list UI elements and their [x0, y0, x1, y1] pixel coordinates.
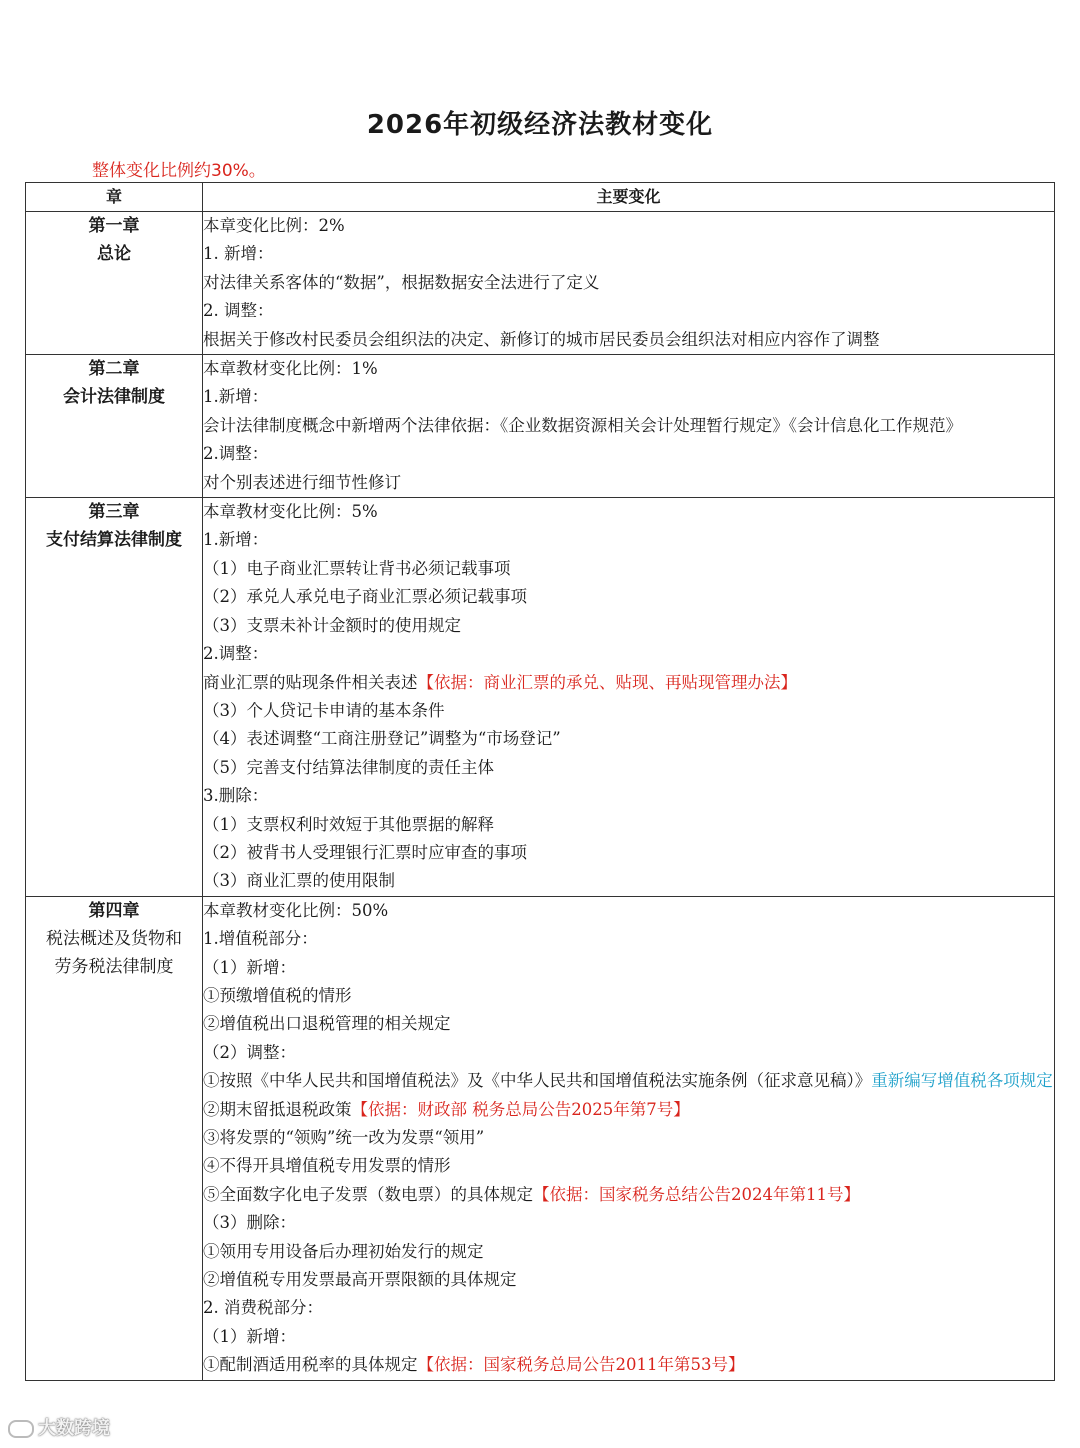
change-line: [203, 1039, 1054, 1067]
change-text: 对法律关系客体的“数据”，根据数据安全法进行了定义: [203, 272, 600, 292]
change-text: 2. 消费税部分：: [203, 1298, 323, 1318]
change-line: [203, 1294, 1054, 1322]
footer-watermark: [8, 1414, 110, 1440]
change-text: 2.调整：: [203, 644, 269, 664]
table-row: [26, 212, 1055, 355]
change-line: [203, 440, 1054, 468]
change-line: [203, 526, 1054, 554]
change-text: （2）调整：: [203, 1042, 296, 1062]
change-text: ②增值税专用发票最高开票限额的具体规定: [203, 1270, 517, 1290]
change-text: （4）表述调整“工商注册登记”调整为“市场登记”: [203, 729, 561, 749]
table-body: [26, 212, 1055, 1381]
change-line: [203, 697, 1054, 725]
change-text: （1）新增：: [203, 1326, 296, 1346]
change-line: [203, 1351, 1054, 1379]
change-text: 1.增值税部分：: [203, 929, 318, 949]
change-line: [203, 297, 1054, 325]
chapter-number: 第二章: [88, 359, 140, 380]
change-line: [203, 982, 1054, 1010]
change-text: ②期末留抵退税政策: [203, 1099, 352, 1119]
change-text: 3.删除：: [203, 786, 269, 806]
document-title: 2026年初级经济法教材变化: [366, 110, 714, 140]
change-line: [203, 355, 1054, 383]
chapter-number: 第四章: [88, 900, 140, 921]
watermark-logo-icon: [8, 1420, 34, 1438]
change-line: [203, 212, 1054, 240]
change-line: [203, 1266, 1054, 1294]
change-line: [203, 754, 1054, 782]
change-line: [203, 725, 1054, 753]
change-text: 本章教材变化比例：50%: [203, 900, 389, 920]
overall-change-ratio: 整体变化比例约30%。: [92, 161, 266, 181]
change-line: [203, 867, 1054, 895]
legal-basis-note: 【依据：商业汇票的承兑、贴现、再贴现管理办法】: [417, 672, 797, 692]
change-line: [203, 612, 1054, 640]
change-text: ①预缴增值税的情形: [203, 985, 352, 1005]
change-text: （3）支票未补计金额时的使用规定: [203, 615, 461, 635]
change-text: 1.新增：: [203, 530, 269, 550]
change-line: [203, 1209, 1054, 1237]
change-line: [203, 240, 1054, 268]
chapter-number: 第一章: [88, 216, 140, 236]
changes-cell: [203, 896, 1055, 1380]
chapter-title: 支付结算法律制度: [46, 530, 182, 551]
change-line: [203, 1010, 1054, 1038]
change-text: 本章变化比例：2%: [203, 216, 345, 235]
change-line: [203, 383, 1054, 411]
change-text: （1）电子商业汇票转让背书必须记载事项: [203, 558, 511, 578]
change-line: [203, 1124, 1054, 1152]
change-line: [203, 1067, 1054, 1095]
change-text: （5）完善支付结算法律制度的责任主体: [203, 757, 494, 777]
change-line: [203, 1181, 1054, 1209]
change-line: [203, 412, 1054, 440]
change-text: （3）个人贷记卡申请的基本条件: [203, 700, 445, 720]
chapter-cell: [26, 355, 203, 498]
changes-table: [25, 182, 1055, 1381]
change-line: [203, 469, 1054, 497]
table-row: [26, 355, 1055, 498]
change-text: （1）支票权利时效短于其他票据的解释: [203, 814, 494, 834]
change-line: [203, 498, 1054, 526]
chapter-title: 税法概述及货物和: [46, 928, 182, 949]
change-text: 会计法律制度概念中新增两个法律依据：《企业数据资源相关会计处理暂行规定》《会计信息化工作规范》: [203, 415, 962, 435]
change-text: 本章教材变化比例：5%: [203, 502, 378, 522]
change-text: 2. 调整：: [203, 301, 274, 321]
change-line: [203, 269, 1054, 297]
footer-watermark-text: 大数跨境: [38, 1418, 110, 1439]
chapter-number: 第三章: [88, 502, 140, 523]
change-line: [203, 954, 1054, 982]
legal-basis-note: 【依据：财政部 税务总局公告2025年第7号】: [351, 1099, 690, 1119]
change-text: ⑤全面数字化电子发票（数电票）的具体规定: [203, 1184, 533, 1204]
change-text: ②增值税出口退税管理的相关规定: [203, 1014, 451, 1034]
change-text: 1. 新增：: [203, 244, 274, 264]
change-text: 对个别表述进行细节性修订: [203, 472, 401, 492]
changes-cell: [203, 355, 1055, 498]
change-text: ①领用专用设备后办理初始发行的规定: [203, 1241, 484, 1261]
change-text: （1）新增：: [203, 957, 296, 977]
change-line: [203, 1238, 1054, 1266]
change-line: [203, 1096, 1054, 1124]
change-text: 根据关于修改村民委员会组织法的决定、新修订的城市居民委员会组织法对相应内容作了调整: [203, 329, 880, 349]
change-text: （3）删除：: [203, 1213, 296, 1233]
change-line: [203, 811, 1054, 839]
change-line: [203, 839, 1054, 867]
change-text: ①配制酒适用税率的具体规定: [203, 1355, 418, 1375]
change-text: ④不得开具增值税专用发票的情形: [203, 1156, 451, 1176]
change-text: （2）被背书人受理银行汇票时应审查的事项: [203, 842, 527, 862]
change-text: 本章教材变化比例：1%: [203, 359, 378, 379]
table-row: [26, 498, 1055, 897]
change-line: [203, 640, 1054, 668]
rewrite-note: 重新编写增值税各项规定: [871, 1071, 1053, 1091]
chapter-title: 总论: [97, 244, 131, 264]
change-line: [203, 1323, 1054, 1351]
change-text: 1.新增：: [203, 387, 269, 407]
change-text: ③将发票的“领购”统一改为发票“领用”: [203, 1128, 485, 1147]
header-main-changes: 主要变化: [203, 183, 1055, 212]
change-text: ①按照《中华人民共和国增值税法》及《中华人民共和国增值税法实施条例（征求意见稿）》: [203, 1071, 872, 1091]
change-line: [203, 669, 1054, 697]
change-text: （2）承兑人承兑电子商业汇票必须记载事项: [203, 587, 527, 607]
table-row: [26, 896, 1055, 1380]
chapter-cell: [26, 896, 203, 1380]
changes-cell: [203, 212, 1055, 355]
table-header-row: [26, 183, 1055, 212]
legal-basis-note: 【依据：国家税务总局公告2011年第53号】: [417, 1355, 745, 1375]
change-text: 2.调整：: [203, 444, 269, 464]
change-line: [203, 1152, 1054, 1180]
chapter-title: 劳务税法律制度: [54, 956, 174, 977]
change-line: [203, 782, 1054, 810]
change-line: [203, 326, 1054, 354]
change-line: [203, 555, 1054, 583]
chapter-cell: [26, 498, 203, 897]
legal-basis-note: 【依据：国家税务总结公告2024年第11号】: [533, 1184, 860, 1204]
change-line: [203, 925, 1054, 953]
chapter-title: 会计法律制度: [63, 387, 165, 408]
change-text: （3）商业汇票的使用限制: [203, 871, 395, 891]
change-line: [203, 897, 1054, 925]
chapter-cell: [26, 212, 203, 355]
header-chapter: 章: [26, 183, 203, 212]
change-text: 商业汇票的贴现条件相关表述: [203, 672, 418, 692]
changes-cell: [203, 498, 1055, 897]
change-line: [203, 583, 1054, 611]
